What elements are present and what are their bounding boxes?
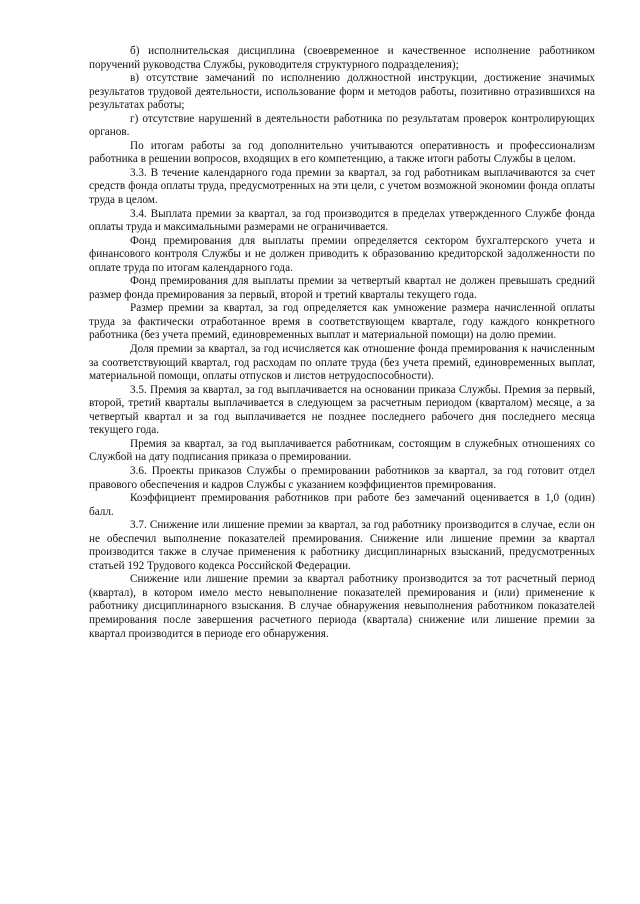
- paragraph-3-3: 3.3. В течение календарного года премии за квартал, за год работникам выплачиваются за счет средств фонда оплаты труда, предусмотренных на эти цели, с учетом возможной экономии фонда оплаты труда в целом.: [89, 166, 595, 207]
- paragraph-3-7: 3.7. Снижение или лишение премии за квартал, за год работнику производится в случае, если он не обеспечил выполнение показателей премирования. Снижение или лишение премии за квартал производится также в случае применения к работнику дисциплинарных взысканий, предусмотренных статьей 192 Трудового кодекса Российской Федерации.: [89, 519, 595, 572]
- paragraph-fourth-quarter-fund: Фонд премирования для выплаты премии за четвертый квартал не должен превышать средний размер фонда премирования за первый, второй и третий кварталы текущего года.: [89, 275, 595, 301]
- paragraph-reduction-period: Снижение или лишение премии за квартал работнику производится за тот расчетный период (квартал), в котором имело место невыполнение показателей премирования и (или) применение к работнику дисциплинарного взыскания. В случае обнаружения невыполнения работником показателей премирования после завершения расчетного периода (квартала) снижение или лишение премии за квартал производится в периоде его обнаружения.: [89, 573, 595, 640]
- paragraph-bonus-size: Размер премии за квартал, за год определяется как умножение размера начисленной оплаты труда за фактически отработанное время в соответствующем квартале, году каждого конкретного работника (без учета премий, единовременных выплат и материальной помощи) на долю премии.: [89, 302, 595, 342]
- paragraph-g-no-violations: г) отсутствие нарушений в деятельности работника по результатам проверок контролирующих органов.: [89, 112, 595, 139]
- paragraph-bonus-share: Доля премии за квартал, за год исчисляется как отношение фонда премирования к начисленным за соответствующий квартал, год расходам по оплате труда (без учета премий, единовременных выплат, материальной помощи, оплаты отпусков и листов нетрудоспособности).: [89, 343, 595, 383]
- paragraph-bonus-eligibility: Премия за квартал, за год выплачивается работникам, состоящим в служебных отношениях со Службой на дату подписания приказа о премировании.: [89, 437, 595, 464]
- paragraph-year-results: По итогам работы за год дополнительно учитываются оперативность и профессионализм работника в решении вопросов, входящих в его компетенцию, а также итоги работы Службы в целом.: [89, 139, 595, 166]
- paragraph-3-6: 3.6. Проекты приказов Службы о премировании работников за квартал, за год готовит отдел правового обеспечения и кадров Службы с указанием коэффициентов премирования.: [89, 464, 595, 491]
- paragraph-bonus-fund: Фонд премирования для выплаты премии определяется сектором бухгалтерского учета и финансового контроля Службы и не должен приводить к образованию кредиторской задолженности по оплате труда по итогам календарного года.: [89, 234, 595, 274]
- document-page: [89, 45, 595, 641]
- paragraph-coefficient: Коэффициент премирования работников при работе без замечаний оценивается в 1,0 (один) балл.: [89, 492, 595, 518]
- paragraph-b-discipline: б) исполнительская дисциплина (своевременное и качественное исполнение работником поручений руководства Службы, руководителя структурного подразделения);: [89, 45, 595, 71]
- paragraph-3-4: 3.4. Выплата премии за квартал, за год производится в пределах утвержденного Службе фонда оплаты труда и максимальными размерами не ограничивается.: [89, 207, 595, 234]
- paragraph-v-no-remarks: в) отсутствие замечаний по исполнению должностной инструкции, достижение значимых результатов трудовой деятельности, использование форм и методов работы, позитивно отразившихся на результатах работы;: [89, 72, 595, 112]
- paragraph-3-5: 3.5. Премия за квартал, за год выплачивается на основании приказа Службы. Премия за первый, второй, третий кварталы выплачивается в следующем за расчетным периодом (кварталом) месяце, а за четвертый квартал и за год выплачивается не позднее последнего рабочего дня последнего месяца текущего года.: [89, 383, 595, 437]
